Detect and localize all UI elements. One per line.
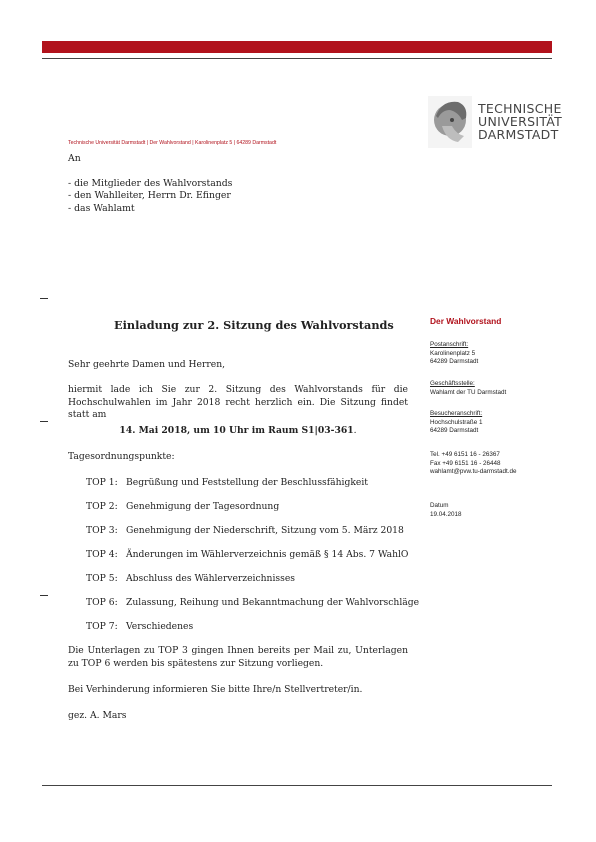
visitor-label: Besucheranschrift: (430, 410, 483, 417)
sender-line: Technische Universität Darmstadt | Der Wahlvorstand | Karolinenplatz 5 | 64289 Darmstadt (68, 140, 277, 146)
agenda-item-text: Abschluss des Wählerverzeichnisses (126, 573, 295, 584)
contact-tel: Tel. +49 6151 16 - 26367 (430, 451, 500, 458)
postal-label: Postanschrift: (430, 341, 469, 348)
signature: gez. A. Mars (68, 710, 127, 721)
visitor-line: Hochschulstraße 1 (430, 418, 483, 426)
agenda-item-text: Zulassung, Reihung und Bekanntmachung der Wahlvorschläge (126, 597, 420, 608)
meeting-date-text: 14. Mai 2018, um 10 Uhr im Raum S1|03-361 (119, 425, 354, 436)
office-line: Wahlamt der TU Darmstadt (430, 388, 507, 396)
recipient-line: - den Wahlleiter, Herrn Dr. Efinger (68, 190, 231, 201)
letter-greeting: Sehr geehrte Damen und Herren, (68, 359, 226, 370)
recipient-block (68, 153, 232, 215)
fold-mark (40, 298, 48, 299)
sidebar-title: Der Wahlvorstand (430, 316, 502, 326)
date-block (430, 502, 462, 519)
agenda-item-number: TOP 4: (86, 549, 118, 560)
letter-subject: Einladung zur 2. Sitzung des Wahlvorstands (114, 318, 394, 332)
logo-line-1: TECHNISCHE (478, 101, 562, 116)
header-red-bar (42, 41, 552, 53)
agenda-item-number: TOP 5: (86, 573, 118, 584)
agenda-item-number: TOP 7: (86, 621, 118, 632)
postal-address (430, 341, 478, 367)
date-value: 19.04.2018 (430, 510, 462, 518)
agenda-item (86, 525, 404, 536)
agenda-item-text: Änderungen im Wählerverzeichnis gemäß § 14 Abs. 7 WahlO (126, 549, 409, 560)
agenda-item (86, 549, 408, 560)
agenda-item (86, 501, 279, 512)
agenda-item-number: TOP 3: (86, 525, 118, 536)
office-label: Geschäftsstelle: (430, 380, 475, 387)
absence-note: Bei Verhinderung informieren Sie bitte Ihre/n Stellvertreter/in. (68, 684, 363, 695)
agenda-item-text: Verschiedenes (126, 621, 194, 632)
agenda-item (86, 621, 193, 632)
agenda-item (86, 573, 295, 584)
header-rule (42, 58, 552, 59)
recipient-line: - das Wahlamt (68, 202, 135, 214)
footer-rule (42, 785, 552, 786)
postal-line: 64289 Darmstadt (430, 358, 479, 365)
agenda-item-number: TOP 2: (86, 501, 118, 512)
agenda-item (86, 477, 368, 488)
fold-mark (40, 421, 48, 422)
postal-line: Karolinenplatz 5 (430, 349, 476, 357)
tu-darmstadt-logo (428, 96, 573, 150)
agenda-item-number: TOP 6: (86, 597, 118, 608)
logo-line-3: DARMSTADT (478, 127, 559, 142)
agenda-item-text: Begrüßung und Feststellung der Beschlussfähigkeit (126, 477, 368, 488)
agenda-item-number: TOP 1: (86, 477, 118, 488)
agenda-item-text: Genehmigung der Niederschrift, Sitzung vom 5. März 2018 (126, 525, 404, 536)
recipient-line: - die Mitglieder des Wahlvorstands (68, 177, 233, 189)
letter-intro: hiermit lade ich Sie zur 2. Sitzung des Wahlvorstands für die Hochschulwahlen im Jahr 2018 recht herzlich ein. Die Sitzung findet statt am (68, 384, 408, 420)
meeting-date-period: . (353, 425, 357, 436)
date-label: Datum (430, 502, 449, 509)
agenda-item-text: Genehmigung der Tagesordnung (126, 501, 280, 512)
contact-fax: Fax +49 6151 16 - 26448 (430, 459, 501, 467)
office-address (430, 380, 506, 397)
contact-email[interactable]: wahlamt@pvw.tu-darmstadt.de (430, 468, 517, 475)
logo-line-2: UNIVERSITÄT (478, 114, 563, 129)
recipient-salutation: An (68, 153, 81, 164)
visitor-line: 64289 Darmstadt (430, 427, 479, 434)
agenda-item (86, 597, 419, 608)
documents-note: Die Unterlagen zu TOP 3 gingen Ihnen bereits per Mail zu, Unterlagen zu TOP 6 werden bis spätestens zur Sitzung vorliegen. (68, 645, 408, 669)
contact-block (430, 451, 517, 477)
athena-head-icon (428, 96, 472, 148)
visitor-address (430, 410, 483, 436)
meeting-date (68, 425, 408, 438)
agenda-heading: Tagesordnungspunkte: (68, 451, 175, 462)
punch-mark (40, 595, 48, 596)
